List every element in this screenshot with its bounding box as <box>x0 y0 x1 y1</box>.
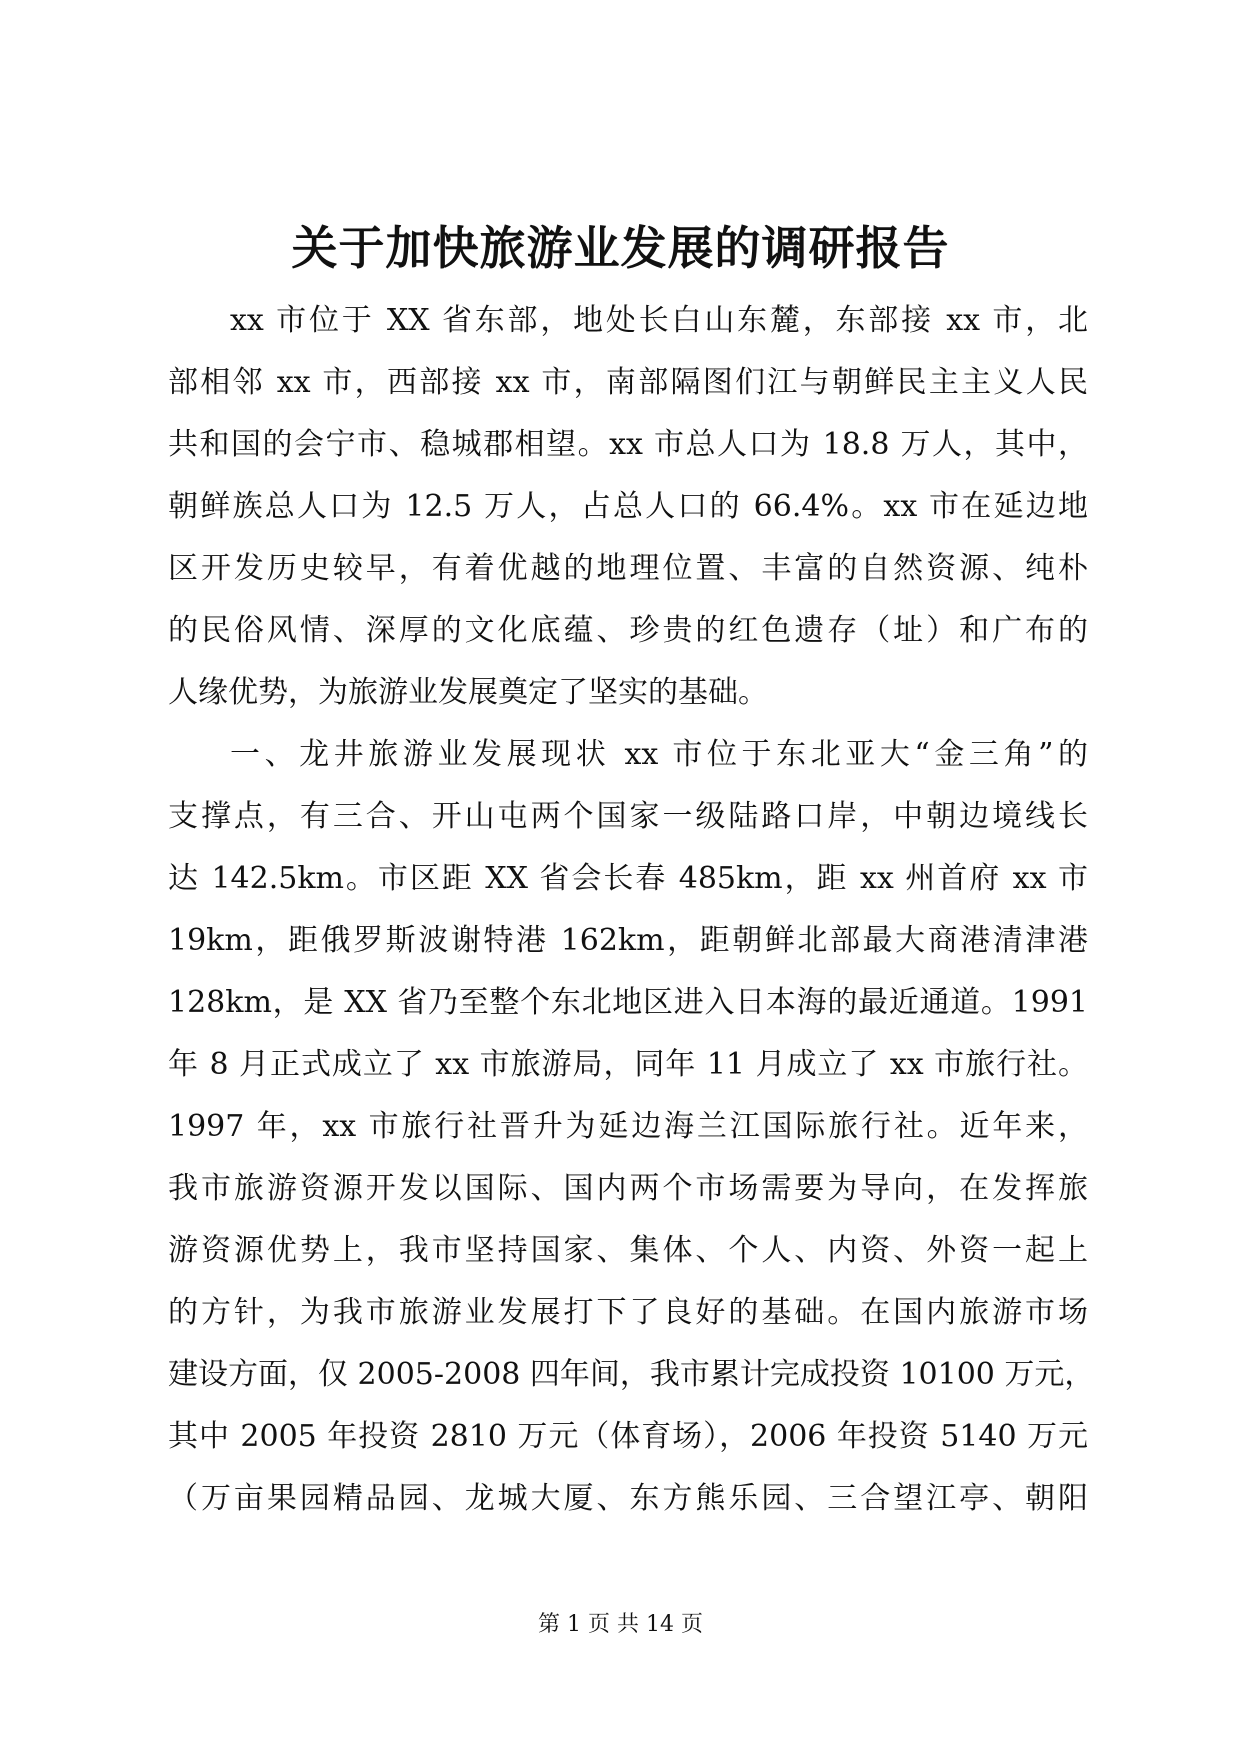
body-line: 128km，是 XX 省乃至整个东北地区进入日本海的最近通道。1991 <box>168 985 1088 1020</box>
body-line: （万亩果园精品园、龙城大厦、东方熊乐园、三合望江亭、朝阳 <box>168 1481 1088 1516</box>
body-line: 的方针，为我市旅游业发展打下了良好的基础。在国内旅游市场 <box>168 1295 1088 1330</box>
document-body <box>168 290 1095 1530</box>
body-line: 部相邻 xx 市，西部接 xx 市，南部隔图们江与朝鲜民主主义人民 <box>168 365 1088 400</box>
body-line: 共和国的会宁市、稳城郡相望。xx 市总人口为 18.8 万人，其中， <box>168 427 1088 462</box>
body-line: 达 142.5km。市区距 XX 省会长春 485km，距 xx 州首府 xx 市 <box>168 861 1088 896</box>
body-line: 我市旅游资源开发以国际、国内两个市场需要为导向，在发挥旅 <box>168 1171 1088 1206</box>
body-line: 支撑点，有三合、开山屯两个国家一级陆路口岸，中朝边境线长 <box>168 799 1088 834</box>
body-line: xx 市位于 XX 省东部，地处长白山东麓，东部接 xx 市，北 <box>230 303 1088 338</box>
body-line: 的民俗风情、深厚的文化底蕴、珍贵的红色遗存（址）和广布的 <box>168 613 1088 648</box>
body-line: 游资源优势上，我市坚持国家、集体、个人、内资、外资一起上 <box>168 1233 1088 1268</box>
body-line: 19km，距俄罗斯波谢特港 162km，距朝鲜北部最大商港清津港 <box>168 923 1088 958</box>
document-title: 关于加快旅游业发展的调研报告 <box>291 221 950 275</box>
page-number-footer: 第 1 页 共 14 页 <box>538 1612 703 1637</box>
body-line: 其中 2005 年投资 2810 万元（体育场），2006 年投资 5140 万元 <box>168 1419 1088 1454</box>
body-line: 1997 年，xx 市旅行社晋升为延边海兰江国际旅行社。近年来， <box>168 1109 1088 1144</box>
body-line: 建设方面，仅 2005-2008 四年间，我市累计完成投资 10100 万元， <box>168 1357 1095 1392</box>
body-line: 人缘优势，为旅游业发展奠定了坚实的基础。 <box>168 675 768 710</box>
body-line: 朝鲜族总人口为 12.5 万人，占总人口的 66.4%。xx 市在延边地 <box>168 489 1088 524</box>
body-line: 一、龙井旅游业发展现状 xx 市位于东北亚大“金三角”的 <box>230 737 1088 772</box>
body-line: 年 8 月正式成立了 xx 市旅游局，同年 11 月成立了 xx 市旅行社。 <box>168 1047 1088 1082</box>
body-line: 区开发历史较早，有着优越的地理位置、丰富的自然资源、纯朴 <box>168 551 1088 586</box>
